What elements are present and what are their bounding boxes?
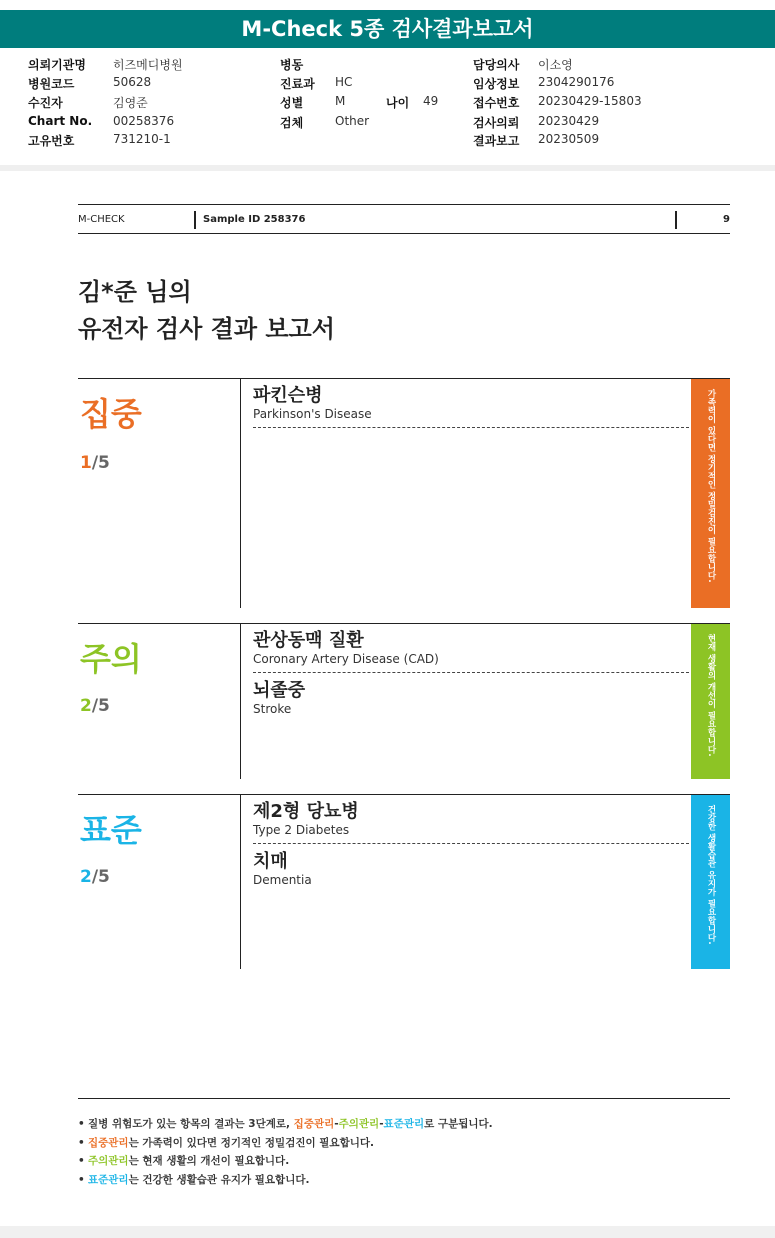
page-gap [0,165,775,171]
info-value: 2304290176 [538,75,615,89]
count-value: 1 [80,453,92,473]
info-label: 검사의뢰 [473,116,520,130]
info-label: 고유번호 [28,134,75,148]
count-total: /5 [91,696,110,716]
disease-name-ko: 뇌졸중 [253,680,306,701]
bullet-icon: • [78,1155,85,1167]
disease-name-en: Parkinson's Disease [253,407,372,421]
risk-section-standard [78,794,730,969]
info-label: 담당의사 [473,58,520,72]
disease-item [253,680,689,716]
note-item [78,1172,493,1191]
info-label: 병원코드 [28,77,75,91]
info-value: M [335,94,346,108]
advice-text: 가족력이 있다면 정기적인 정밀검진이 필요합니다. [706,389,716,583]
bullet-icon: • [78,1173,85,1186]
info-label: 결과보고 [473,134,520,148]
advice-band [691,795,730,969]
page-bottom [0,1226,775,1238]
dashed-divider [253,427,689,428]
info-label: 진료과 [280,77,315,91]
bullet-icon: • [78,1136,85,1149]
category-count [80,696,110,716]
bullet-icon: • [78,1118,85,1130]
disease-item [253,851,689,887]
disease-name-en: Type 2 Diabetes [253,823,350,837]
note-focus-term: 집중관리 [88,1136,129,1149]
advice-band [691,379,730,608]
report-title: M-Check 5종 검사결과보고서 [0,10,775,48]
info-value: 이소영 [538,58,573,72]
risk-section-caution [78,623,730,779]
page-number: 9 [723,214,730,225]
dashed-divider [253,843,689,844]
info-label: 병동 [280,58,304,72]
info-value: HC [335,75,353,89]
note-caution-term: 주의관리 [338,1118,380,1130]
info-label: 성별 [280,96,304,110]
note-item [78,1135,493,1154]
info-label: 임상정보 [473,77,520,91]
note-text: 는 건강한 생활습관 유지가 필요합니다. [128,1173,310,1186]
category-title: 주의 [80,640,142,678]
advice-text: 현재 생활의 개선이 필요합니다. [706,634,716,757]
risk-section-focus [78,378,730,608]
divider [194,211,196,229]
disease-name-ko: 파킨슨병 [253,385,323,406]
info-value: 20230429-15803 [538,94,642,108]
sample-id: Sample ID 258376 [203,214,306,225]
note-item [78,1116,493,1135]
note-text: 는 가족력이 있다면 정기적인 정밀검진이 필요합니다. [128,1136,374,1149]
category-count [80,867,110,887]
note-text: 로 구분됩니다. [424,1118,493,1130]
info-value: 50628 [113,75,152,89]
info-label: 수진자 [28,96,63,110]
disease-name-en: Coronary Artery Disease (CAD) [253,652,439,666]
notes-list [78,1116,493,1190]
disease-item [253,801,689,837]
info-value: 00258376 [113,114,175,128]
category-title: 집중 [80,395,142,433]
info-value: Other [335,114,370,128]
info-row [0,56,775,75]
disease-name-ko: 제2형 당뇨병 [253,801,359,822]
note-text: 질병 위험도가 있는 항목의 결과는 3단계로, [88,1118,294,1130]
info-value: 731210-1 [113,132,171,146]
count-value: 2 [80,696,92,716]
info-row [0,114,775,133]
info-value: 히즈메디병원 [113,58,183,72]
divider [675,211,677,229]
category-count [80,453,110,473]
info-value: 20230429 [538,114,600,128]
running-header [78,204,730,234]
note-text: - [379,1118,384,1130]
note-focus-term: 집중관리 [293,1118,335,1130]
disease-item [253,630,689,666]
divider [240,795,241,969]
running-header-left: M-CHECK [78,214,125,225]
disease-name-en: Stroke [253,702,292,716]
age-label: 나이 [386,96,410,110]
info-value: 20230509 [538,132,600,146]
info-value: 김영준 [113,96,148,110]
info-row [0,132,775,151]
info-row [0,75,775,94]
info-label: 접수번호 [473,96,520,110]
info-row [0,94,775,113]
info-label: 검체 [280,116,304,130]
age-value: 49 [423,94,439,108]
dashed-divider [253,672,689,673]
disease-item [253,385,689,421]
note-text: - [334,1118,339,1130]
divider [240,624,241,779]
notes-divider [78,1098,730,1099]
advice-band [691,624,730,779]
advice-text: 건강한 생활습관 유지가 필요합니다. [706,805,716,945]
info-label: Chart No. [28,114,93,128]
note-standard-term: 표준관리 [88,1173,129,1186]
note-standard-term: 표준관리 [383,1118,425,1130]
count-value: 2 [80,867,92,887]
note-text: 는 현재 생활의 개선이 필요합니다. [128,1155,290,1167]
heading-line1: 김*준 님의 [78,278,192,306]
disease-name-en: Dementia [253,873,312,887]
note-caution-term: 주의관리 [88,1155,129,1167]
divider [240,379,241,608]
info-label: 의뢰기관명 [28,58,86,72]
count-total: /5 [91,453,110,473]
count-total: /5 [91,867,110,887]
disease-name-ko: 치매 [253,851,288,872]
note-item [78,1153,493,1172]
disease-name-ko: 관상동맥 질환 [253,630,364,651]
category-title: 표준 [80,811,142,849]
heading-line2: 유전자 검사 결과 보고서 [78,315,335,343]
